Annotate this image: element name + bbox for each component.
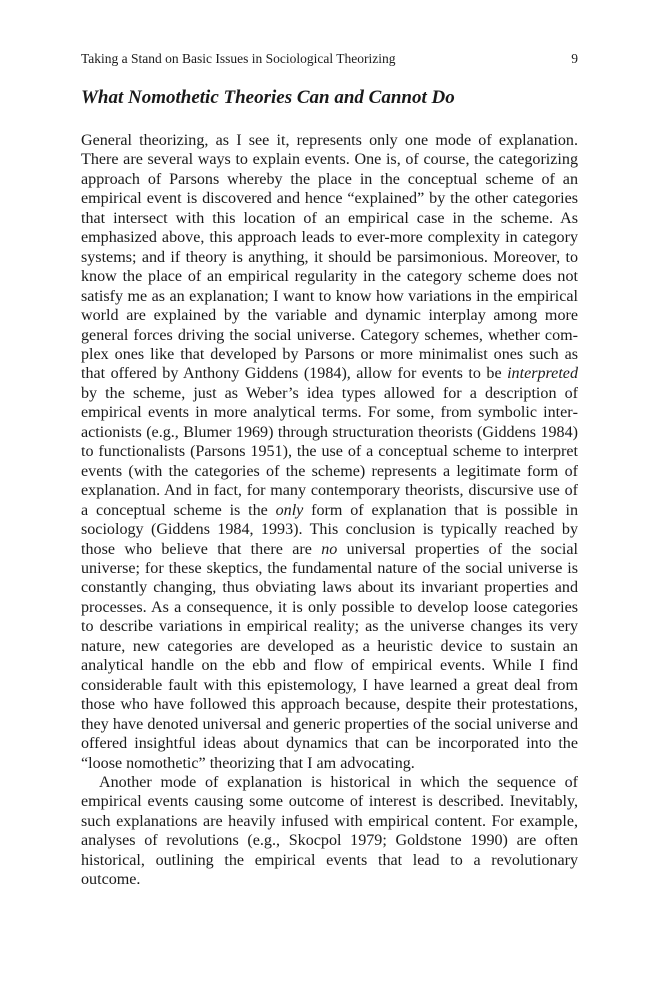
text-run: Another mode of explanation is historical in which the sequence of empirical events causing some outcome of interest is described. Inevitably, such explanations are heavily infused with empirical content. For example, analyses of revolutions (e.g., Skocpol 1979; Goldstone 1990) are often historical, outlining the empirical events that lead to a revolutionary outcome. [81,773,578,889]
page-number: 9 [571,51,578,66]
emphasis-interpreted: interpreted [507,365,578,383]
text-run: form of explanation that is possible in sociology (Giddens 1984, 1993). This conclusion is typically reached by those who believe that there are [81,501,578,558]
emphasis-no: no [321,540,338,558]
paragraph-2 [81,773,578,890]
text-run: universal properties of the social universe; for these skeptics, the fundamental nature of the social universe is constantly changing, thus obviating laws about its invariant properties and processes. As a consequence, it is only possible to develop loose categories to describe variations in empirical reality; as the universe changes its very nature, new categories are developed as a heuristic device to sustain an analytical handle on the ebb and flow of empirical events. While I find considerable fault with this epistemology, I have learned a great deal from those who have followed this approach because, despite their protestations, they have denoted universal and generic properties of the social universe and offered insightful ideas about dynamics that can be incorporated into the “loose nomothetic” theorizing that I am advocating. [81,540,578,772]
paragraph-1 [81,131,578,773]
body-text [81,131,578,890]
emphasis-only: only [275,501,304,519]
section-heading: What Nomothetic Theories Can and Cannot Do [81,87,455,108]
running-title: Taking a Stand on Basic Issues in Sociological Theorizing [81,51,396,66]
text-run: by the scheme, just as Weber’s idea types allowed for a description of empirical events in more analytical terms. For some, from symbolic interactionists (e.g., Blumer 1969) through structuration theorists (Giddens 1984) to functionalists (Parsons 1951), the use of a conceptual scheme to interpret events (with the categories of the scheme) represents a legitimate form of explanation. And in fact, for many contemporary theorists, discursive use of a conceptual scheme is the [81,384,578,519]
running-head [81,50,578,68]
text-run: General theorizing, as I see it, represents only one mode of explanation. There are several ways to explain events. One is, of course, the categorizing approach of Parsons whereby the place in the conceptual scheme of an empirical event is discovered and hence “explained” by the other categories that intersect with this location of an empirical case in the scheme. As emphasized above, this approach leads to ever-more complexity in category systems; and if theory is anything, it should be parsimonious. Moreover, to know the place of an empirical regularity in the category scheme does not satisfy me as an explanation; I want to know how variations in the empirical world are explained by the variable and dynamic interplay among more general forces driving the social universe. Category schemes, whether complex ones like that developed by Parsons or more minimalist ones such as that offered by Anthony Giddens (1984), allow for events to be [81,132,578,383]
